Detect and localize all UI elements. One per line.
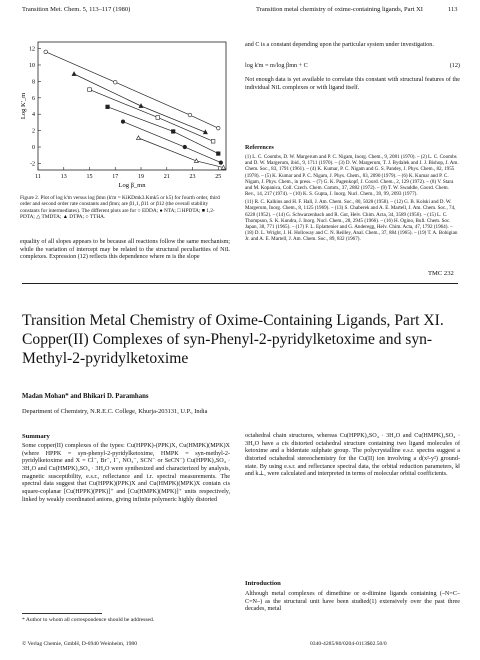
data-point: [216, 152, 220, 156]
data-point: [44, 50, 48, 54]
running-head-center: Transition metal chemistry of oxime-containing ligands, Part XI: [256, 6, 423, 13]
x-axis-label: Log β_mn: [118, 182, 146, 189]
running-head-left: Transition Met. Chem. 5, 113–117 (1980): [22, 6, 131, 13]
right-column-text: Not enough data is yet available to correlate this constant with structural features of the individual NiL complexes or with ligand itself.: [245, 77, 460, 91]
y-tick-label: 6: [32, 95, 35, 102]
y-tick-label: 0: [32, 145, 35, 152]
summary-text: Some copper(II) complexes of the types: Cu(HPPK)-(PPK)X, Cu(HMPK)(MPK)X (where HPPK = syn-phenyl-2-pyridylketoxime, HMPK = syn-methyl-2-pyridylketoxime and X = Cl⁻, Br⁻, I⁻, NO₃⁻, SCN⁻ or SeCN⁻) Cu(HPPK)₂SO₄ · 3H₂O and Cu(HMPK)₂SO₄ · 3H₂O were synthesized and characterized by analysis, magnetic susceptibility, e.s.r., reflectance and i.r. spectral measurements. The spectral data suggest that Cu(HPPK)(PPK)X and Cu(HMPK)(MPK)X contain cis square-coplanar [Cu(HPPK)(PPK)]⁺ and [Cu(HMPK)(MPK)]⁺ units respectively, linked by weakly coordinated anions, giving infinite polymeric highly distorted: [22, 443, 230, 503]
x-tick-label: 17: [112, 174, 119, 180]
y-tick-label: 10: [29, 62, 35, 69]
equation-number: (12): [449, 62, 460, 69]
equation-text: log k'm = m/log βmn + C: [245, 62, 308, 69]
references-heading: References: [245, 144, 274, 151]
equation-12: [245, 62, 460, 69]
data-point: [121, 120, 125, 124]
log-k-vs-log-beta-chart: [18, 30, 232, 195]
summary-heading: Summary: [22, 433, 50, 440]
x-tick-label: 19: [138, 174, 145, 180]
right-column-intro: and C is a constant depending upon the particular system under investigation.: [245, 42, 434, 48]
data-point: [219, 161, 223, 165]
x-tick-label: 21: [163, 174, 170, 180]
x-tick-label: 13: [60, 174, 67, 180]
y-tick-label: 12: [29, 46, 35, 53]
introduction-heading: Introduction: [245, 580, 281, 587]
data-point: [216, 126, 220, 130]
y-tick-label: 2: [32, 128, 35, 135]
issn-line: 0340-4285/80/0204-0113$02.50/0: [310, 641, 387, 647]
y-tick-label: 4: [32, 112, 35, 119]
footnote: * Author to whom all correspondence should be addressed.: [22, 617, 155, 623]
reference-block: (1) L. C. Coombs, D. W. Margerum and P. C. Nigam, Inorg. Chem., 9, 2081 (1970). – (2) L. C. Coombs and D. W. Margerum, ibid., 9, 1711 (1970). – (3) D. W. Margerum, T. J. Bydalek and J. J. Bishop, J. Am. Chem. Soc., 83, 1791 (1961). – (4) K. Kumar, P. C. Nigam and G. S. Pandey, J. Phys. Chem., 82, 1955 (1978). – (5) K. Kumar and P. C. Nigam, J. Phys. Chem., 83, 2090 (1979). – (6) K. Kumar and P. C. Nigam, J. Phys. Chem., in press. – (7) G. K. Pagenkopf, J. Coord. Chem., 2, 129 (1972). – (8) V. Stara and M. Kopanica, Coll. Czech. Chem. Comm., 37, 2882 (1972). – (9) T. W. Swaddle, Coord. Chem. Rev., 14, 217 (1974). – (10) K. S. Gupta, J. Inorg. Nucl. Chem., 39, 99, 2093 (1977).: [245, 154, 459, 198]
divider: [22, 283, 458, 284]
page-number: 113: [448, 6, 458, 13]
series-line: [108, 107, 219, 154]
y-tick-label: 8: [32, 79, 35, 86]
article-title: Transition Metal Chemistry of Oxime-Containing Ligands, Part XI. Copper(II) Complexes of syn-Phenyl-2-pyridylketoxime and syn-Methyl-2-pyridylketoxime: [22, 312, 444, 367]
data-point: [171, 130, 175, 134]
footnote-rule: [22, 613, 102, 614]
y-tick-label: -2: [30, 161, 35, 168]
summary-continued: octahedral chain structures, whereas Cu(HPPK)₂SO₄ · 3H₂O and Cu(HMPK)₂SO₄ · 3H₂O have a cis distorted octahedral structure containing two ligand molecules of ketoxime and a bidentate sulphate group. The polycrystalline e.s.r. spectra suggest a distorted octahedral stereochemistry for the Cu(II) ion involving a d(x²-y²) ground-state. By using e.s.r. and reflectance spectral data, the orbital reduction parameters, k‖ and k⊥, were calculated and interpreted in terms of molecular orbital coefficients.: [245, 433, 460, 478]
left-column-text: equality of all slopes appears to be because all reactions follow the same mechanism; while the variation of intercept may be related to the structural peculiarities of NiL complexes. Expression (12) reflects this dependence where m is the slope: [20, 239, 230, 261]
plot-frame: [38, 42, 226, 170]
affiliation: Department of Chemistry, N.R.E.C. College, Khurja-203131, U.P., India: [22, 408, 208, 415]
publisher-line: © Verlag Chemie, GmbH, D-6940 Weinheim, 1980: [22, 641, 137, 647]
tmc-code: TMC 232: [428, 270, 454, 277]
introduction-text: Although metal complexes of dimethine or α-diimine ligands containing (–N=C–C=N–) as the structural unit have been studied(1) extensively over the past three decades, metal: [245, 591, 460, 613]
data-point: [211, 139, 215, 143]
series-line: [123, 122, 221, 163]
series-line: [138, 138, 223, 168]
series-line: [74, 74, 205, 132]
references-section: [245, 145, 460, 244]
x-tick-label: 11: [35, 174, 41, 180]
x-tick-label: 25: [215, 174, 222, 180]
data-point: [136, 136, 140, 140]
x-tick-label: 15: [86, 174, 93, 180]
series-line: [46, 52, 219, 128]
data-point: [183, 145, 187, 149]
x-tick-label: 23: [189, 174, 196, 180]
data-point: [156, 116, 160, 120]
data-point: [106, 105, 110, 109]
y-axis-label: Log K'_m: [20, 92, 27, 120]
figure-2: [18, 30, 232, 195]
reference-block: (11) R. C. Kalkins and H. F. Hall, J. Am. Chem. Soc., 80, 5028 (1958). – (12) G. B. Kolski and D. W. Margerum, Inorg. Chem., 8, 1125 (1969). – (13) S. Chaberek and A. E. Martell, J. Am. Chem. Soc., 74, 6228 (1952). – (14) G. Schwarzenbach and R. Gut, Helv. Chim. Acta, 34, 3589 (1956). – (15) L. C. Thompson, S. K. Kundra, J. Inorg. Nucl. Chem., 28, 2945 (1966). – (16) H. Ogino, Bull. Chem. Soc. Japan, 38, 771 (1965). – (17) F. L. Eplattenier and G. Anderegg, Helv. Chim. Acta, 47, 1792 (1964). – (18) D. L. Wright, J. H. Holloway and C. N. Reilley, Anal. Chem., 37, 884 (1965). – (19) T. A. Bohigian Jr. and A. E. Martell, J. Am. Chem. Soc., 89, 832 (1967).: [245, 199, 458, 243]
figure-caption: Figure 2. Plot of log k'm versus log βmn (k'm = KiKDmk3.Kmk5 or k5) for fourth order, third order and second order rate constants and βmn; are β1,1, β11 or β12 (the overall stability constants for intermediates). The different plots are for ○ EDDA; ● NTA; □ HPDTA; ■ 1,2-PDTA; △ TMDTA; ▲ DTPA; ○ TTHA.: [20, 195, 220, 221]
data-point: [113, 80, 117, 84]
data-point: [188, 113, 192, 117]
authors: Madan Mohan* and Bhikari D. Paramhans: [22, 393, 149, 400]
data-point: [72, 72, 76, 76]
data-point: [88, 88, 92, 92]
